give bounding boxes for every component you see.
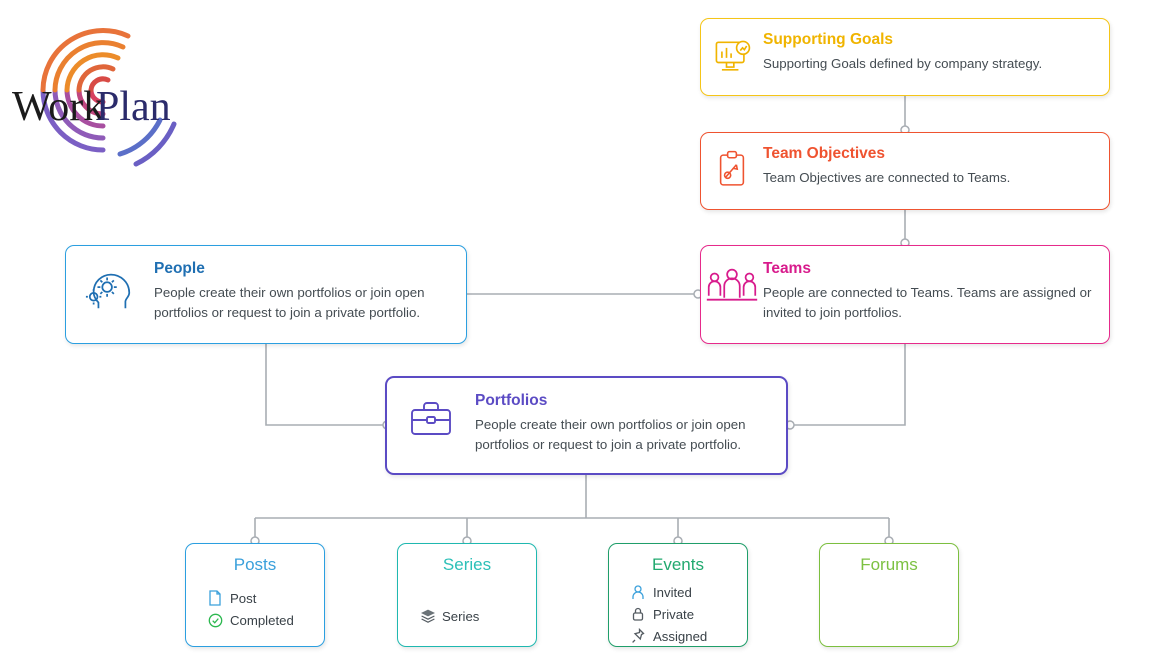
pin-icon bbox=[631, 628, 653, 644]
check-circle-icon bbox=[208, 613, 230, 628]
logo-text-work: Work bbox=[12, 84, 105, 130]
lock-icon bbox=[631, 606, 653, 622]
node-title: Teams bbox=[763, 260, 811, 277]
node-teams[interactable] bbox=[700, 245, 1110, 344]
list-item-label: Private bbox=[653, 606, 695, 622]
node-series[interactable] bbox=[397, 543, 537, 647]
list-item-label: Series bbox=[442, 608, 480, 624]
node-team-objectives[interactable] bbox=[700, 132, 1110, 210]
node-forums[interactable] bbox=[819, 543, 959, 647]
document-icon bbox=[208, 590, 230, 606]
node-posts[interactable] bbox=[185, 543, 325, 647]
list-item-label: Assigned bbox=[653, 628, 708, 644]
list-item-label: Post bbox=[230, 590, 257, 606]
layers-icon bbox=[420, 608, 442, 624]
node-events[interactable] bbox=[608, 543, 748, 647]
people-group-icon bbox=[701, 260, 763, 314]
list-item bbox=[631, 582, 747, 602]
node-title: Posts bbox=[233, 555, 277, 574]
node-title: Supporting Goals bbox=[763, 31, 894, 48]
list-item bbox=[631, 626, 747, 646]
node-description: Supporting Goals defined by company strategy. bbox=[763, 55, 1043, 71]
node-supporting-goals[interactable] bbox=[700, 18, 1110, 96]
node-description: People are connected to Teams. Teams are assigned or invited to join portfolios. bbox=[763, 284, 1092, 320]
clipboard-target-icon bbox=[701, 145, 763, 191]
node-portfolios[interactable] bbox=[385, 376, 788, 475]
list-item bbox=[208, 588, 324, 608]
node-title: Events bbox=[652, 555, 704, 574]
list-item-label: Invited bbox=[653, 584, 692, 600]
workplan-logo bbox=[8, 12, 198, 177]
person-icon bbox=[631, 584, 653, 600]
list-item bbox=[631, 604, 747, 624]
head-gears-icon bbox=[66, 260, 154, 316]
logo-text-plan: Plan bbox=[96, 84, 171, 130]
node-title: People bbox=[154, 260, 205, 277]
briefcase-icon bbox=[387, 392, 475, 444]
node-description: People create their own portfolios or join open portfolios or request to join a private portfolio. bbox=[154, 284, 425, 320]
list-item-label: Completed bbox=[230, 612, 294, 628]
node-title: Team Objectives bbox=[763, 145, 886, 162]
node-description: People create their own portfolios or join open portfolios or request to join a private portfolio. bbox=[475, 416, 746, 452]
node-people[interactable] bbox=[65, 245, 467, 344]
list-item bbox=[420, 606, 536, 626]
node-title: Forums bbox=[860, 555, 918, 574]
node-title: Series bbox=[442, 555, 492, 574]
monitor-chart-icon bbox=[701, 31, 763, 79]
node-description: Team Objectives are connected to Teams. bbox=[763, 169, 1011, 185]
list-item bbox=[208, 610, 324, 630]
node-title: Portfolios bbox=[475, 392, 548, 409]
